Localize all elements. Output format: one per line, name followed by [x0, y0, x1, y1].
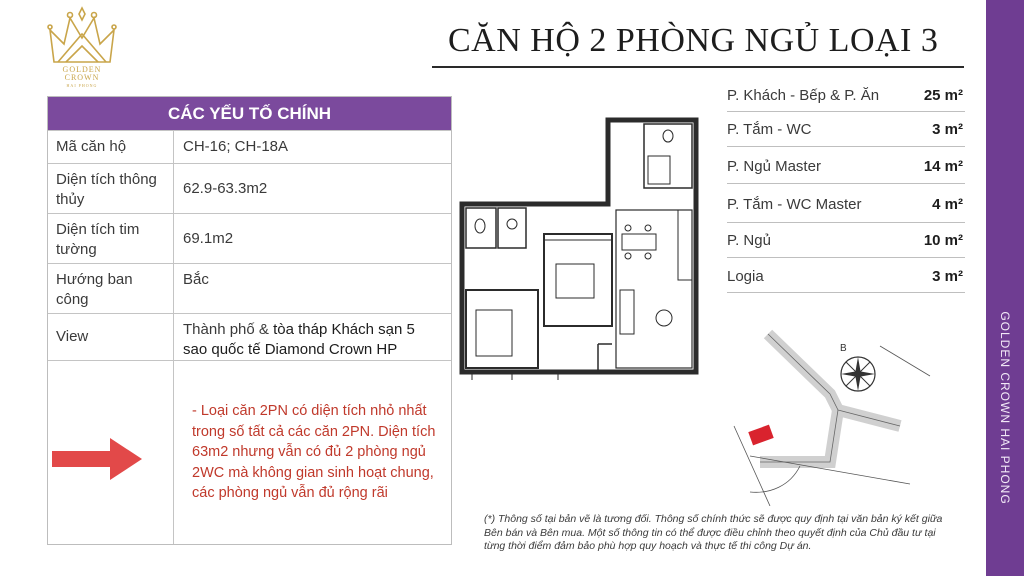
spec-divider — [727, 111, 965, 112]
spec-row — [727, 268, 965, 285]
table-row — [48, 313, 451, 360]
logo-line-1: GOLDEN — [62, 65, 102, 74]
page-title: CĂN HỘ 2 PHÒNG NGỦ LOẠI 3 — [448, 22, 939, 59]
table-row — [48, 163, 451, 213]
row-value: CH-16; CH-18A — [183, 138, 289, 155]
row-label: Diện tích thông thủy — [48, 164, 174, 213]
spec-row — [727, 232, 965, 249]
note-cell — [174, 361, 451, 544]
unit-highlight — [748, 425, 773, 446]
row-label: Mã căn hộ — [48, 131, 174, 163]
floor-plan-diagram — [458, 114, 704, 380]
row-label: Diện tích tim tường — [48, 214, 174, 263]
spec-value: 3 m² — [932, 121, 963, 138]
side-label: GOLDEN CROWN HAI PHONG — [998, 311, 1012, 505]
spec-divider — [727, 183, 965, 184]
compass-icon — [841, 357, 875, 391]
spec-value: 25 m² — [923, 87, 963, 104]
row-value: Bắc — [183, 271, 209, 288]
spec-value: 14 m² — [923, 158, 963, 175]
spec-value: 4 m² — [932, 196, 963, 213]
spec-row — [727, 121, 965, 138]
spec-value: 3 m² — [932, 268, 963, 285]
row-value: 62.9-63.3m2 — [183, 179, 268, 197]
table-header: CÁC YẾU TỐ CHÍNH — [48, 97, 451, 130]
spec-value: 10 m² — [923, 232, 963, 249]
logo-line-2: CROWN — [64, 73, 100, 83]
site-plan-diagram — [730, 316, 960, 506]
view-value-bold: tòa tháp Khách sạn 5 sao quốc tế Diamond Crown HP — [183, 321, 415, 358]
logo-wordmark — [40, 66, 124, 88]
note-text: - Loại căn 2PN có diện tích nhỏ nhất trong số tất cả các căn 2PN. Diện tích 63m2 nhưng vẫn có đủ 2 phòng ngủ 2WC mà không gian sinh hoạt chung, các phòng ngủ vẫn đủ rộng rãi — [192, 403, 436, 501]
arrow-right-icon — [52, 436, 144, 482]
spec-label: Logia — [727, 268, 764, 285]
spec-row — [727, 87, 965, 104]
footnote: (*) Thông số tại bản vẽ là tương đối. Thông số chính thức sẽ được quy định tại văn bản ký kết giữa Bên bán và Bên mua. Một số thông tin có thể được điều chỉnh theo quyết định của Chủ đầu tư tại từng thời điểm đảm bảo phù hợp quy hoạch và thực tế thi công Dự án. — [484, 513, 943, 552]
spec-label: P. Ngủ Master — [727, 158, 821, 175]
compass-north-label: B — [840, 343, 847, 354]
spec-divider — [727, 222, 965, 223]
spec-label: P. Ngủ — [727, 232, 771, 249]
logo-line-3: HAI PHONG — [66, 82, 98, 88]
spec-label: P. Tắm - WC — [727, 121, 812, 138]
spec-divider — [727, 292, 965, 293]
table-row — [48, 263, 451, 313]
row-label: View — [48, 314, 174, 360]
row-value: 69.1m2 — [183, 229, 234, 247]
spec-row — [727, 158, 965, 175]
row-value — [174, 314, 451, 360]
view-value-plain: Thành phố & — [183, 321, 274, 338]
spec-label: P. Khách - Bếp & P. Ăn — [727, 87, 880, 104]
table-row — [48, 130, 451, 163]
title-underline — [432, 66, 964, 68]
table-row — [48, 213, 451, 263]
spec-divider — [727, 146, 965, 147]
spec-label: P. Tắm - WC Master — [727, 196, 862, 213]
row-label: Hướng ban công — [48, 264, 174, 313]
spec-divider — [727, 257, 965, 258]
spec-row — [727, 196, 965, 213]
